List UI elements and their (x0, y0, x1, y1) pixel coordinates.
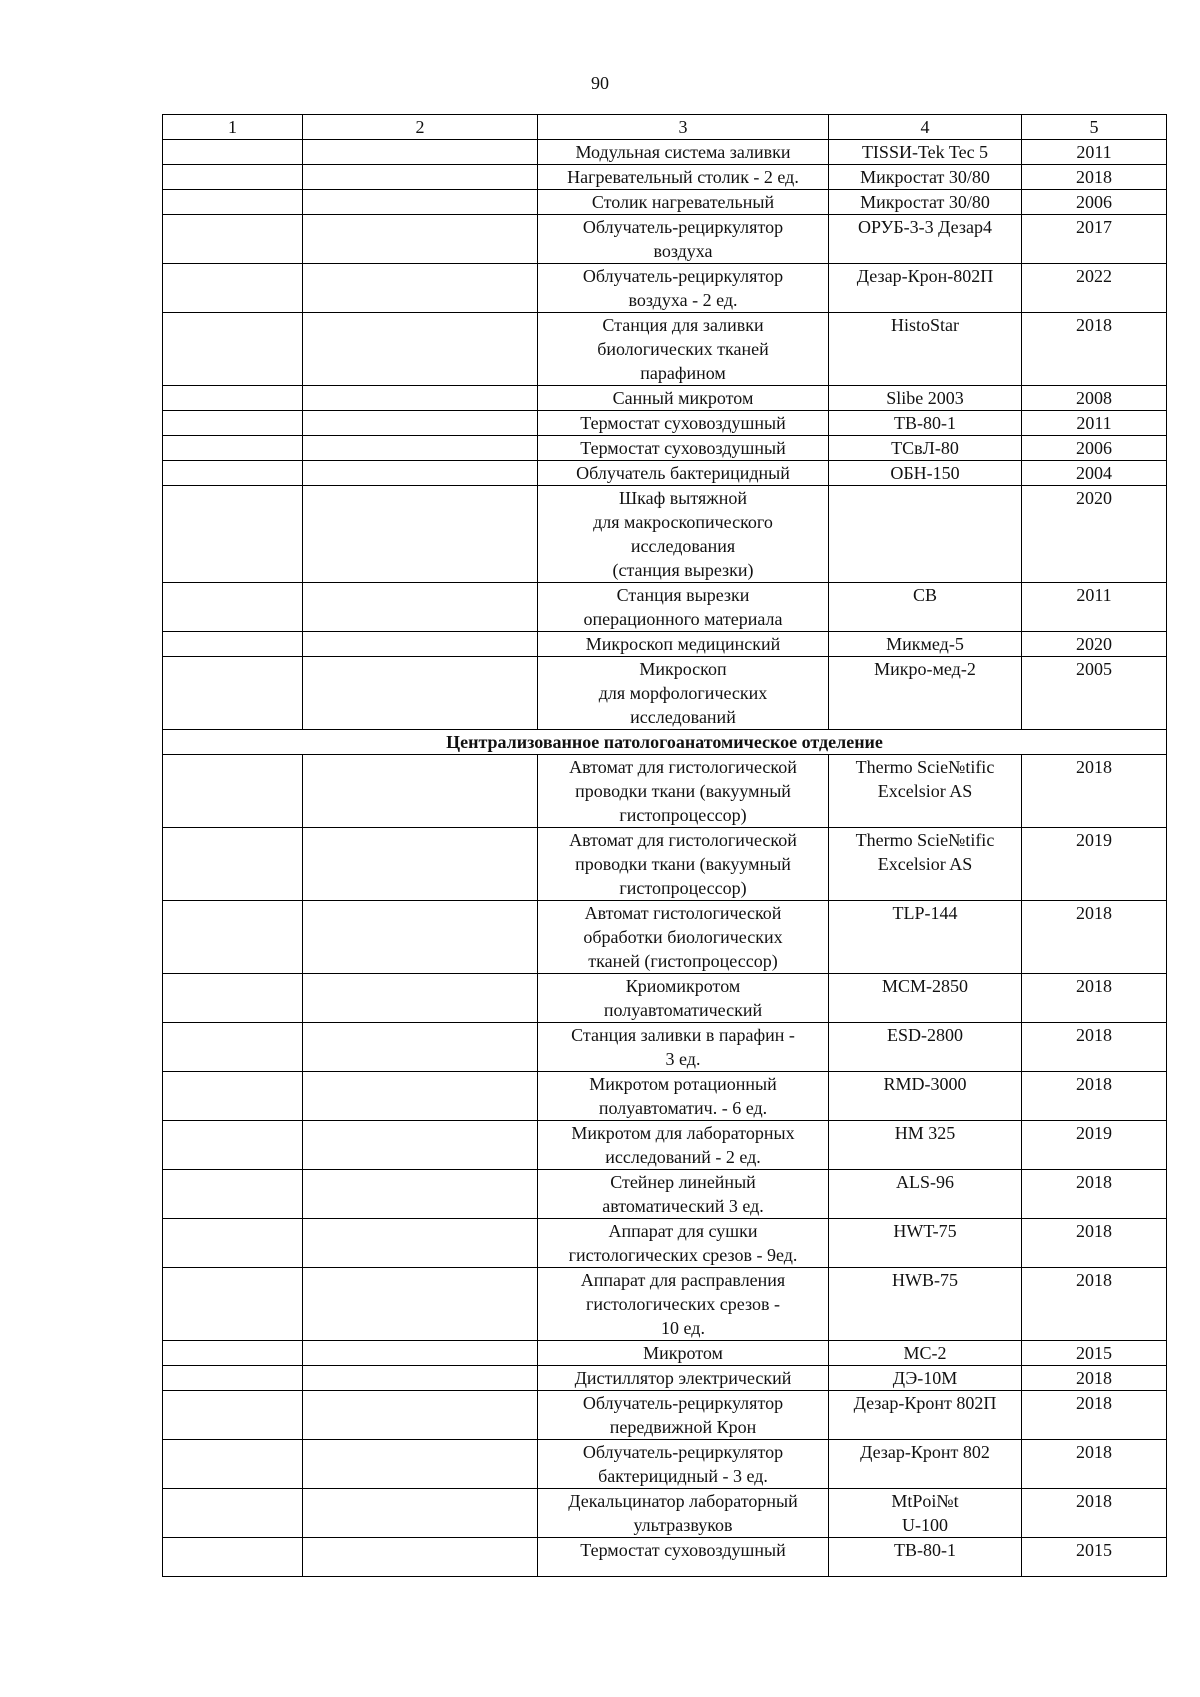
equipment-model: Дезар-Крон-802П (829, 264, 1022, 313)
table-row (163, 755, 1167, 828)
cell-col1 (163, 1489, 303, 1538)
equipment-year: 2018 (1022, 974, 1167, 1023)
table-row (163, 1023, 1167, 1072)
cell-col2 (303, 165, 538, 190)
cell-col1 (163, 313, 303, 386)
equipment-year: 2011 (1022, 411, 1167, 436)
cell-col2 (303, 974, 538, 1023)
table-row (163, 411, 1167, 436)
table-row (163, 828, 1167, 901)
table-row (163, 974, 1167, 1023)
cell-col2 (303, 411, 538, 436)
equipment-year: 2006 (1022, 436, 1167, 461)
equipment-table (162, 114, 1167, 1577)
equipment-name: Шкаф вытяжной для макроскопического исследования (станция вырезки) (538, 486, 829, 583)
equipment-year: 2018 (1022, 165, 1167, 190)
cell-col1 (163, 1170, 303, 1219)
cell-col1 (163, 1440, 303, 1489)
table-row (163, 1268, 1167, 1341)
equipment-name: Облучатель-рециркулятор бактерицидный - 3 ед. (538, 1440, 829, 1489)
cell-col2 (303, 140, 538, 165)
cell-col1 (163, 583, 303, 632)
page-number: 90 (591, 73, 609, 93)
cell-col2 (303, 755, 538, 828)
equipment-name: Термостат суховоздушный (538, 411, 829, 436)
table-row (163, 901, 1167, 974)
equipment-year: 2006 (1022, 190, 1167, 215)
equipment-model: Slibe 2003 (829, 386, 1022, 411)
equipment-name: Термостат суховоздушный (538, 436, 829, 461)
table-header-row (163, 115, 1167, 140)
table-row (163, 1366, 1167, 1391)
cell-col1 (163, 657, 303, 730)
table-row (163, 1391, 1167, 1440)
cell-col1 (163, 386, 303, 411)
table-row (163, 1219, 1167, 1268)
cell-col1 (163, 1219, 303, 1268)
table-row (163, 1341, 1167, 1366)
equipment-year: 2020 (1022, 486, 1167, 583)
equipment-model: HistoStar (829, 313, 1022, 386)
cell-col1 (163, 140, 303, 165)
equipment-model: Дезар-Кронт 802 (829, 1440, 1022, 1489)
equipment-name: Санный микротом (538, 386, 829, 411)
table-row (163, 215, 1167, 264)
equipment-model: Дезар-Кронт 802П (829, 1391, 1022, 1440)
equipment-year: 2018 (1022, 1489, 1167, 1538)
table-row (163, 313, 1167, 386)
equipment-model (829, 486, 1022, 583)
equipment-model: Thermo Scie№tific Excelsior AS (829, 828, 1022, 901)
equipment-year: 2018 (1022, 1023, 1167, 1072)
cell-col2 (303, 215, 538, 264)
cell-col1 (163, 190, 303, 215)
cell-col1 (163, 1391, 303, 1440)
equipment-model: ESD-2800 (829, 1023, 1022, 1072)
table-row (163, 264, 1167, 313)
equipment-model: Микро-мед-2 (829, 657, 1022, 730)
equipment-name: Модульная система заливки (538, 140, 829, 165)
cell-col1 (163, 1121, 303, 1170)
table-row (163, 436, 1167, 461)
equipment-name: Облучатель-рециркулятор воздуха (538, 215, 829, 264)
table-row (163, 1170, 1167, 1219)
equipment-model: МС-2 (829, 1341, 1022, 1366)
column-number-5: 5 (1022, 115, 1167, 140)
equipment-year: 2018 (1022, 755, 1167, 828)
equipment-model: TLP-144 (829, 901, 1022, 974)
equipment-model: TISSИ-Tek Tec 5 (829, 140, 1022, 165)
equipment-year: 2018 (1022, 1440, 1167, 1489)
cell-col1 (163, 755, 303, 828)
equipment-year: 2011 (1022, 583, 1167, 632)
cell-col1 (163, 901, 303, 974)
cell-col1 (163, 828, 303, 901)
equipment-year: 2018 (1022, 1072, 1167, 1121)
cell-col1 (163, 1366, 303, 1391)
equipment-name: Автомат гистологической обработки биологических тканей (гистопроцессор) (538, 901, 829, 974)
equipment-model: Микростат 30/80 (829, 190, 1022, 215)
cell-col2 (303, 1366, 538, 1391)
cell-col2 (303, 657, 538, 730)
equipment-model: ALS-96 (829, 1170, 1022, 1219)
equipment-year: 2018 (1022, 1391, 1167, 1440)
equipment-year: 2017 (1022, 215, 1167, 264)
equipment-year: 2004 (1022, 461, 1167, 486)
equipment-year: 2008 (1022, 386, 1167, 411)
cell-col2 (303, 1341, 538, 1366)
equipment-model: ОБН-150 (829, 461, 1022, 486)
cell-col2 (303, 1170, 538, 1219)
cell-col1 (163, 1538, 303, 1577)
cell-col1 (163, 461, 303, 486)
section-header-row (163, 730, 1167, 755)
equipment-year: 2019 (1022, 828, 1167, 901)
equipment-name: Облучатель-рециркулятор воздуха - 2 ед. (538, 264, 829, 313)
equipment-model: RMD-3000 (829, 1072, 1022, 1121)
equipment-name: Микротом для лабораторных исследований - 2 ед. (538, 1121, 829, 1170)
table-row (163, 632, 1167, 657)
table-row (163, 1072, 1167, 1121)
cell-col2 (303, 828, 538, 901)
equipment-model: MtPoi№t U-100 (829, 1489, 1022, 1538)
equipment-year: 2015 (1022, 1341, 1167, 1366)
equipment-name: Станция вырезки операционного материала (538, 583, 829, 632)
equipment-name: Столик нагревательный (538, 190, 829, 215)
cell-col1 (163, 1341, 303, 1366)
equipment-name: Микротом ротационный полуавтоматич. - 6 ед. (538, 1072, 829, 1121)
cell-col2 (303, 1391, 538, 1440)
cell-col2 (303, 386, 538, 411)
equipment-model: HWT-75 (829, 1219, 1022, 1268)
equipment-model: Микмед-5 (829, 632, 1022, 657)
cell-col2 (303, 1268, 538, 1341)
equipment-year: 2018 (1022, 1366, 1167, 1391)
column-number-3: 3 (538, 115, 829, 140)
cell-col2 (303, 1023, 538, 1072)
equipment-name: Облучатель бактерицидный (538, 461, 829, 486)
equipment-model: HWB-75 (829, 1268, 1022, 1341)
equipment-model: HM 325 (829, 1121, 1022, 1170)
equipment-name: Микроскоп медицинский (538, 632, 829, 657)
equipment-year: 2022 (1022, 264, 1167, 313)
equipment-model: Микростат 30/80 (829, 165, 1022, 190)
cell-col2 (303, 1440, 538, 1489)
cell-col1 (163, 486, 303, 583)
cell-col2 (303, 436, 538, 461)
cell-col1 (163, 411, 303, 436)
equipment-year: 2018 (1022, 1219, 1167, 1268)
cell-col2 (303, 1538, 538, 1577)
table-row (163, 190, 1167, 215)
equipment-name: Автомат для гистологической проводки ткани (вакуумный гистопроцессор) (538, 828, 829, 901)
equipment-model: ТСвЛ-80 (829, 436, 1022, 461)
equipment-year: 2015 (1022, 1538, 1167, 1577)
equipment-name: Микроскоп для морфологических исследований (538, 657, 829, 730)
column-number-1: 1 (163, 115, 303, 140)
equipment-name: Станция заливки в парафин - 3 ед. (538, 1023, 829, 1072)
cell-col1 (163, 632, 303, 657)
cell-col2 (303, 313, 538, 386)
column-number-4: 4 (829, 115, 1022, 140)
equipment-model: Thermo Scie№tific Excelsior AS (829, 755, 1022, 828)
equipment-model: ОРУБ-3-3 Дезар4 (829, 215, 1022, 264)
cell-col2 (303, 1121, 538, 1170)
equipment-model: ТВ-80-1 (829, 1538, 1022, 1577)
cell-col2 (303, 901, 538, 974)
cell-col2 (303, 583, 538, 632)
equipment-name: Нагревательный столик - 2 ед. (538, 165, 829, 190)
equipment-year: 2018 (1022, 901, 1167, 974)
cell-col2 (303, 1489, 538, 1538)
table-row (163, 1489, 1167, 1538)
cell-col1 (163, 1268, 303, 1341)
cell-col1 (163, 1023, 303, 1072)
cell-col2 (303, 190, 538, 215)
table-row (163, 1121, 1167, 1170)
equipment-name: Автомат для гистологической проводки ткани (вакуумный гистопроцессор) (538, 755, 829, 828)
equipment-name: Декальцинатор лабораторный ультразвуков (538, 1489, 829, 1538)
equipment-name: Криомикротом полуавтоматический (538, 974, 829, 1023)
cell-col1 (163, 974, 303, 1023)
cell-col2 (303, 1219, 538, 1268)
cell-col1 (163, 264, 303, 313)
equipment-name: Термостат суховоздушный (538, 1538, 829, 1577)
table-row (163, 1440, 1167, 1489)
equipment-model: MCM-2850 (829, 974, 1022, 1023)
table-row (163, 657, 1167, 730)
equipment-name: Аппарат для сушки гистологических срезов - 9ед. (538, 1219, 829, 1268)
table-row (163, 486, 1167, 583)
equipment-model: СВ (829, 583, 1022, 632)
cell-col2 (303, 486, 538, 583)
equipment-year: 2018 (1022, 1268, 1167, 1341)
table-row (163, 165, 1167, 190)
cell-col2 (303, 264, 538, 313)
equipment-name: Дистиллятор электрический (538, 1366, 829, 1391)
equipment-year: 2018 (1022, 313, 1167, 386)
table-row (163, 140, 1167, 165)
table-row (163, 461, 1167, 486)
cell-col1 (163, 165, 303, 190)
equipment-name: Стейнер линейный автоматический 3 ед. (538, 1170, 829, 1219)
equipment-name: Аппарат для расправления гистологических срезов - 10 ед. (538, 1268, 829, 1341)
equipment-year: 2020 (1022, 632, 1167, 657)
equipment-model: ДЭ-10М (829, 1366, 1022, 1391)
cell-col1 (163, 1072, 303, 1121)
table-row (163, 386, 1167, 411)
cell-col2 (303, 1072, 538, 1121)
cell-col2 (303, 632, 538, 657)
cell-col1 (163, 436, 303, 461)
section-title: Централизованное патологоанатомическое отделение (163, 730, 1167, 755)
equipment-name: Станция для заливки биологических тканей парафином (538, 313, 829, 386)
equipment-name: Облучатель-рециркулятор передвижной Крон (538, 1391, 829, 1440)
cell-col2 (303, 461, 538, 486)
equipment-year: 2011 (1022, 140, 1167, 165)
table-row (163, 583, 1167, 632)
cell-col1 (163, 215, 303, 264)
table-row (163, 1538, 1167, 1577)
equipment-year: 2019 (1022, 1121, 1167, 1170)
equipment-model: ТВ-80-1 (829, 411, 1022, 436)
equipment-year: 2005 (1022, 657, 1167, 730)
equipment-name: Микротом (538, 1341, 829, 1366)
column-number-2: 2 (303, 115, 538, 140)
equipment-year: 2018 (1022, 1170, 1167, 1219)
